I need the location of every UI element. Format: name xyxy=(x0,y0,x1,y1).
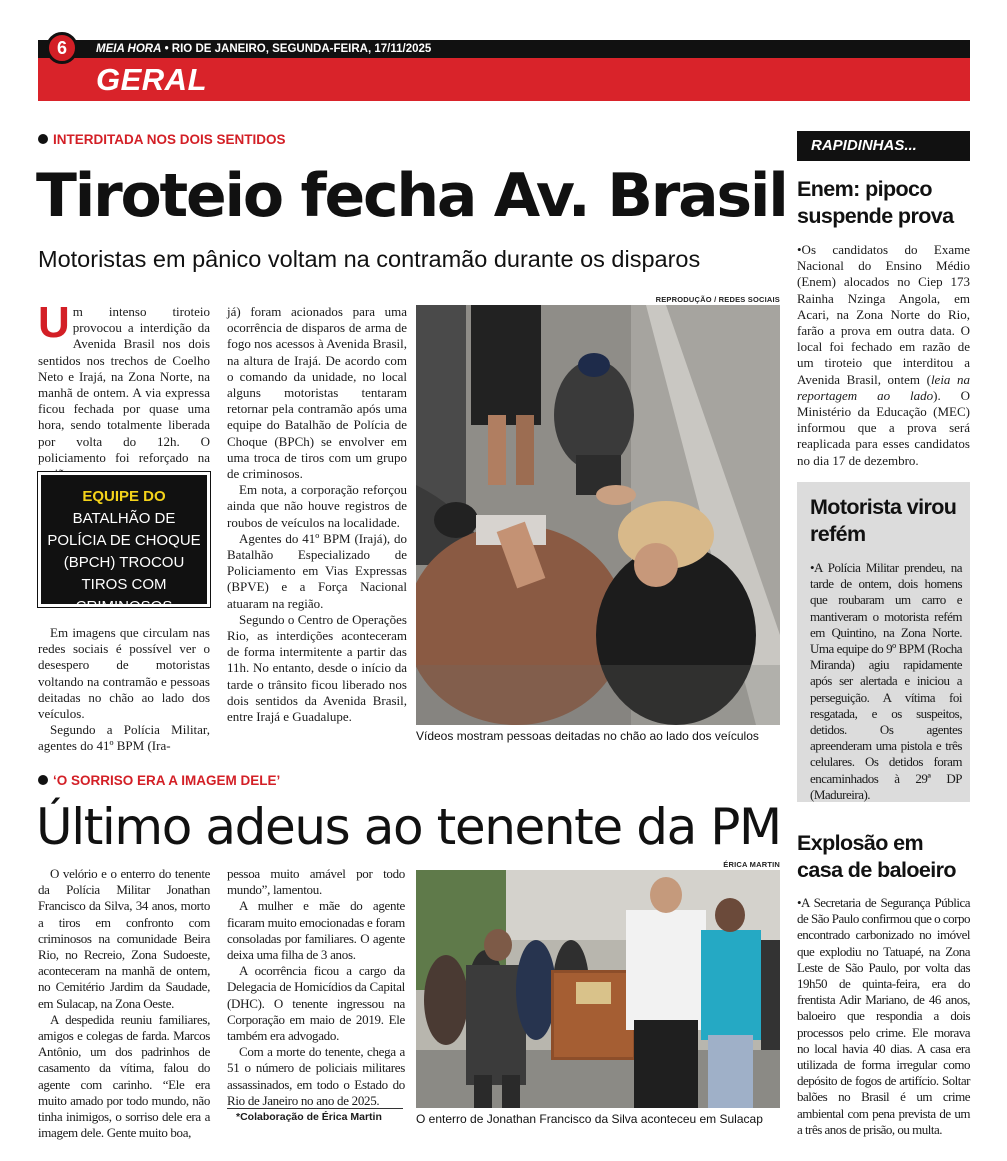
pull-quote xyxy=(38,472,210,615)
photo-funeral-procession xyxy=(416,870,780,1108)
dropcap: U xyxy=(38,298,70,347)
story1-subheadline: Motoristas em pânico voltam na contramão durante os disparos xyxy=(38,246,701,272)
photo-caption: Vídeos mostram pessoas deitadas no chão ao lado dos veículos xyxy=(416,729,759,743)
story1-headline: Tiroteio fecha Av. Brasil xyxy=(36,161,787,231)
story1-paragraph: Em nota, a corporação reforçou ainda que não houve registros de roubos de veículos na localidade. xyxy=(227,482,407,530)
rapidinhas-label: RAPIDINHAS... xyxy=(797,131,970,161)
story2-column-1 xyxy=(38,866,210,1141)
story1-column-1 xyxy=(38,298,210,482)
story1-paragraph: Agentes do 41º BPM (Irajá), do Batalhão Especializado de Policiamento em Vias Expressas (BPVE) e a Força Nacional atuaram na região. xyxy=(227,530,407,611)
story2-paragraph: O velório e o enterro do tenente da Polícia Militar Jonathan Francisco da Silva, 34 anos, morto a tiros em confronto com criminosos na comunidade Beira Rio, no Recreio, Zona Sudoeste, aconteceram na manhã de ontem, no Cemitério Jardim da Saudade, em Sulacap, na Zona Oeste. xyxy=(38,866,210,1011)
story1-photo xyxy=(416,305,780,725)
story2-kicker-text: ‘O SORRISO ERA A IMAGEM DELE’ xyxy=(53,773,281,788)
story2-paragraph: pessoa muito amável por todo mundo”, lamentou. xyxy=(227,866,405,898)
story2-paragraph: A despedida reuniu familiares, amigos e colegas de farda. Marcos Antônio, um dos padrinhos de casamento da vítima, falou do agente com carinho. “Ele era muito amado por todo mundo, não tinha inimigos, o sorriso dele era a imagem dele. Gente muito boa, xyxy=(38,1011,210,1141)
sidebar-item-1-headline: Enem: pipoco suspende prova xyxy=(797,177,954,228)
story2-paragraph: A ocorrência ficou a cargo da Delegacia de Homicídios da Capital (DHC). O tenente ingressou na Corporação em maio de 2019. Ele também era advogado. xyxy=(227,963,405,1044)
sidebar-item-3-headline: Explosão em casa de baloeiro xyxy=(797,831,956,882)
date-line: • RIO DE JANEIRO, SEGUNDA-FEIRA, 17/11/2025 xyxy=(161,43,432,55)
story1-paragraph: já) foram acionados para uma ocorrência de disparos de arma de fogo nos acessos à Avenida Brasil, na altura de Irajá. De acordo com o comando da unidade, no local alguns motoristas tentaram retornar pela contramão após uma equipe do Batalhão de Polícia de Choque (BPCh) se envolver em uma troca de tiros com um grupo de criminosos. xyxy=(227,304,407,482)
page-number: 6 xyxy=(46,32,78,64)
pull-quote-highlight: EQUIPE DO xyxy=(82,488,166,505)
pull-quote-text: BATALHÃO DE POLÍCIA DE CHOQUE (BPCH) TROCOU TIROS COM CRIMINOSOS xyxy=(47,510,201,615)
photo-caption: O enterro de Jonathan Francisco da Silva aconteceu em Sulacap xyxy=(416,1112,763,1126)
story2-column-2 xyxy=(227,866,405,1109)
story1-paragraph: Segundo o Centro de Operações Rio, as interdições aconteceram de forma intermitente a partir das 11h. No entanto, desde o início da tarde o trânsito ficou liberado nos dois sentidos da Avenida Brasil, entre Irajá e Guadalupe. xyxy=(227,611,407,725)
photo-credit: REPRODUÇÃO / REDES SOCIAIS xyxy=(655,295,780,304)
masthead-line xyxy=(96,41,431,57)
bullet-dot-icon xyxy=(38,775,48,785)
sidebar-item-3-text: •A Secretaria de Segurança Pública de São Paulo confirmou que o corpo encontrado carbonizado no imóvel que explodiu no Tatuapé, na Zona Leste de São Paulo, por volta das 19h50 de quinta-feira, era do frentista Adir Mariano, de 46 anos, baloeiro que respondia a dois processos pelo crime. Ele morava no local havia 40 dias. A casa era utilizada de forma irregular como depósito de fogos de artifício. Soltar balões no Brasil é um crime ambiental com pena prevista de um a três anos de prisão, ou multa. xyxy=(797,895,970,1137)
collab-rule xyxy=(227,1108,403,1109)
sidebar-item-2-headline: Motorista virou refém xyxy=(810,495,957,546)
section-title: GERAL xyxy=(96,62,207,97)
story1-kicker xyxy=(38,132,286,147)
story2-photo xyxy=(416,870,780,1108)
brand-name: MEIA HORA xyxy=(96,43,162,55)
photo-people-lying-on-road xyxy=(416,305,780,725)
story2-paragraph: Com a morte do tenente, chega a 51 o número de policiais militares assassinados, em todo o Estado do Rio de Janeiro no ano de 2025. xyxy=(227,1044,405,1108)
story1-kicker-text: INTERDITADA NOS DOIS SENTIDOS xyxy=(53,132,286,147)
story2-headline: Último adeus ao tenente da PM xyxy=(36,798,781,856)
sidebar-item-1-text: •Os candidatos do Exame Nacional do Ensino Médio (Enem) alocados no Ciep 173 Rainha Nzinga Angola, em Acari, na Zona Norte do Rio, farão a prova em outra data. O local foi fechado em razão de um tiroteio que interditou a Avenida Brasil, ontem (leia na reportagem ao lado). O Ministério da Educação (MEC) informou que a prova será reaplicada para esses candidatos no dia 17 de dezembro. xyxy=(797,242,971,468)
story1-column-1-bottom xyxy=(38,625,210,755)
bullet-dot-icon xyxy=(38,134,48,144)
story2-kicker xyxy=(38,773,280,788)
collaboration-note: *Colaboração de Érica Martin xyxy=(236,1111,382,1123)
story1-paragraph: Um intenso tiroteio provocou a interdição da Avenida Brasil nos dois sentidos nos trechos de Coelho Neto e Irajá, na Zona Norte, na manhã de ontem. A via expressa ficou fechada por quase uma hora, sendo totalmente liberada por volta do 12h. O policiamento foi reforçado na xyxy=(38,298,210,465)
photo-credit: ÉRICA MARTIN xyxy=(723,860,780,869)
story1-paragraph: Segundo a Polícia Militar, agentes do 41º BPM (Ira- xyxy=(38,722,210,754)
sidebar-item-2-text: •A Polícia Militar prendeu, na tarde de ontem, dois homens que roubaram um carro e mantiveram o motorista refém em Quintino, na Zona Norte. Uma equipe do 9º BPM (Rocha Miranda) agiu rapidamente após ser alertada e iniciou a perseguição. A vítima foi resgatada, e os suspeitos, detidos. Os agentes apreenderam uma pistola e três celulares. Os detidos foram encaminhados à 29ª DP (Madureira). xyxy=(810,560,962,802)
story2-paragraph: A mulher e mãe do agente ficaram muito emocionadas e foram consoladas por familiares. O agente deixa uma filha de 3 anos. xyxy=(227,898,405,963)
story1-paragraph: Em imagens que circulam nas redes sociais é possível ver o desespero de motoristas voltando na contramão e pessoas deitadas no chão ao lado dos veículos. xyxy=(38,625,210,722)
story1-column-2 xyxy=(227,304,407,725)
